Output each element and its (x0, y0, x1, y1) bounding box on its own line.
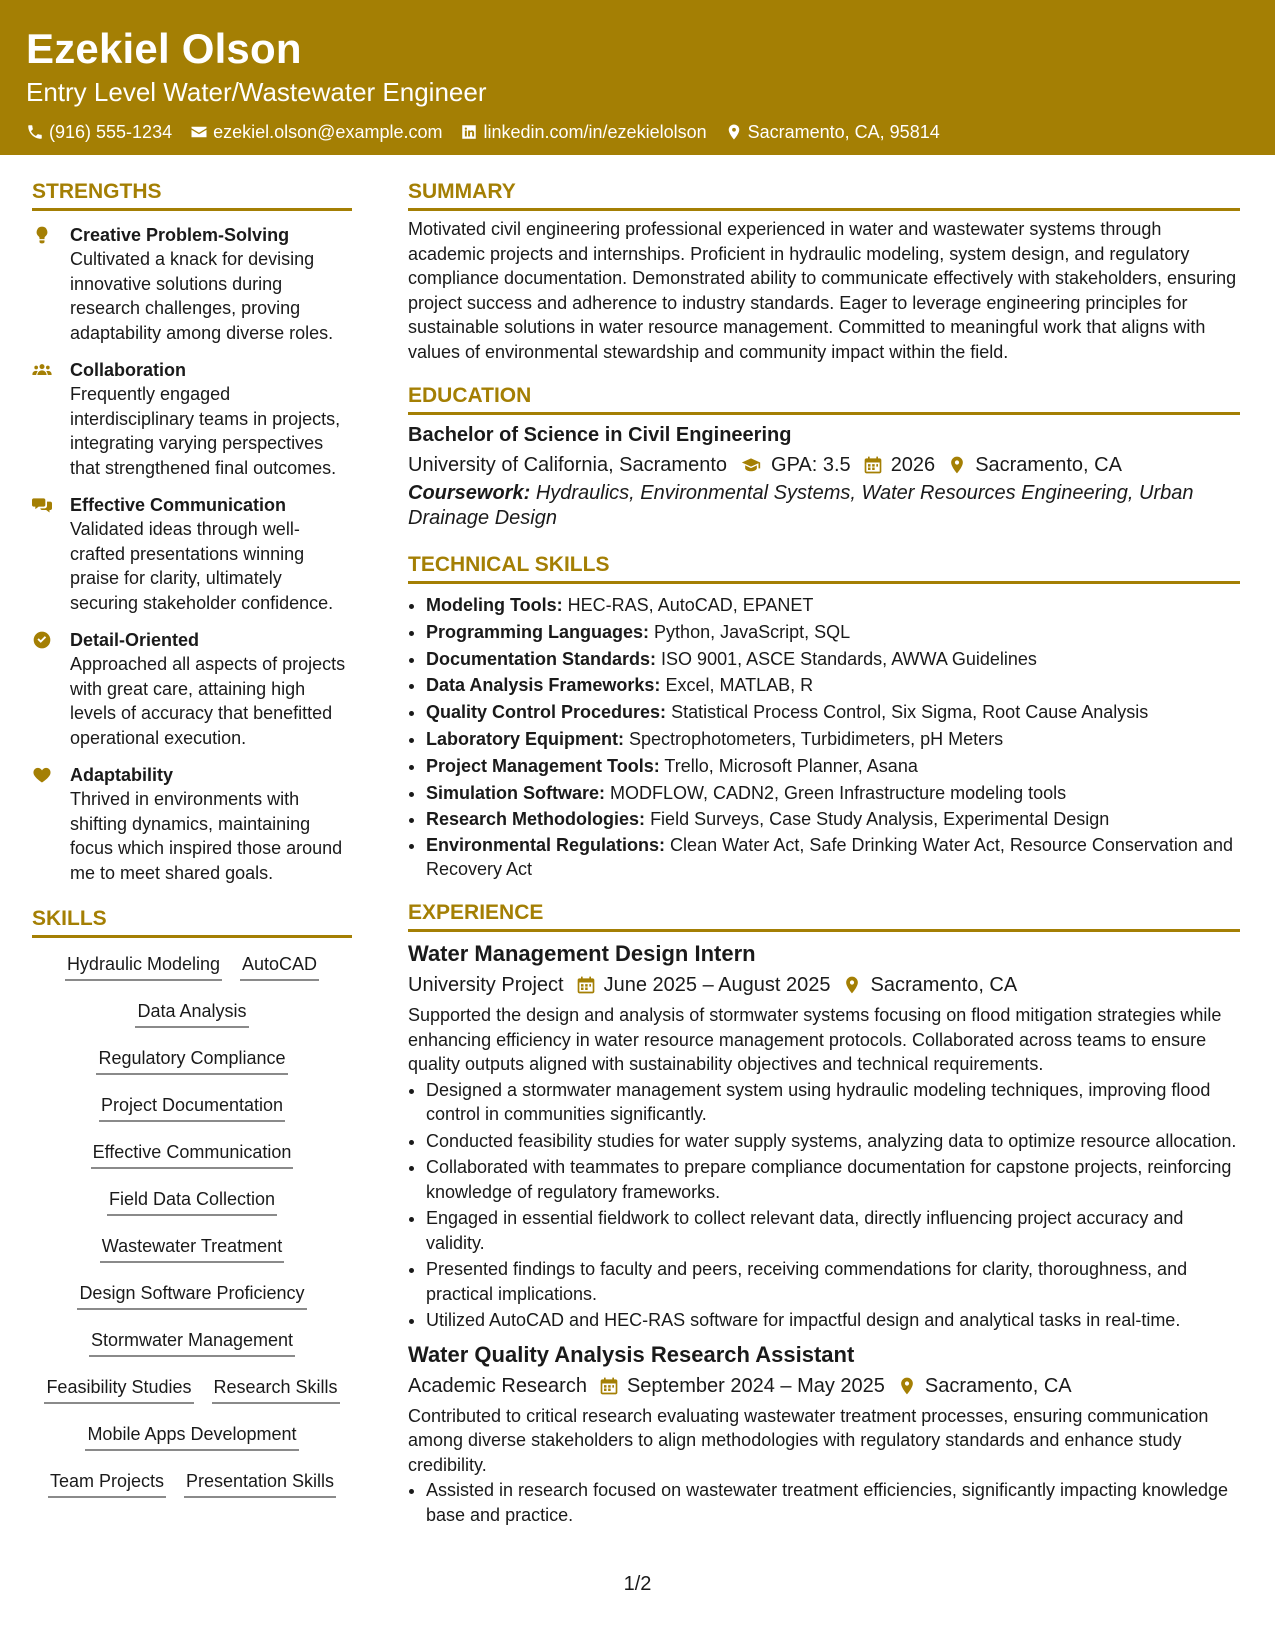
skill-tag: Stormwater Management (89, 1326, 295, 1357)
map-pin-icon (725, 123, 743, 141)
coursework-text: Hydraulics, Environmental Systems, Water Resources Engineering, Urban Drainage Design (408, 482, 1194, 529)
job-bullet: • Assisted in research focused on wastewater treatment efficiencies, significantly impacting knowledge base and practice. (426, 1478, 1240, 1527)
left-column (32, 178, 352, 1514)
skill-tag: Data Analysis (135, 997, 248, 1028)
strength-description: Thrived in environments with shifting dynamics, maintaining focus which inspired those around me to meet shared goals. (70, 789, 343, 883)
strengths-heading: STRENGTHS (32, 178, 352, 211)
skill-tag: AutoCAD (240, 950, 319, 981)
job-dates: June 2025 – August 2025 (603, 974, 831, 997)
phone-text: (916) 555-1234 (49, 122, 173, 142)
job-title: Water Management Design Intern (408, 941, 756, 967)
tech-skill-value: Field Surveys, Case Study Analysis, Experimental Design (650, 809, 1110, 830)
contact-bar (26, 120, 1249, 144)
strength-title: Creative Problem-Solving (70, 225, 290, 245)
tech-skill-value: Python, JavaScript, SQL (654, 621, 851, 642)
tech-skill-item (426, 726, 1240, 753)
skill-tag: Wastewater Treatment (100, 1232, 284, 1263)
strength-item (32, 493, 352, 615)
calendar-icon (863, 455, 883, 475)
tech-skill-value: Trello, Microsoft Planner, Asana (664, 755, 918, 776)
phone-icon (26, 123, 44, 141)
strength-description: Frequently engaged interdisciplinary teams in projects, integrating varying perspectives that strengthened final outcomes. (70, 384, 341, 478)
right-column (408, 178, 1240, 1529)
job-title: Water Quality Analysis Research Assistant (408, 1341, 855, 1367)
tech-skill-label: Environmental Regulations: (426, 835, 666, 856)
tech-skill-value: MODFLOW, CADN2, Green Infrastructure modeling tools (610, 782, 1067, 803)
strength-description: Approached all aspects of projects with great care, attaining high levels of accuracy that benefitted operational execution. (70, 654, 346, 748)
tech-skill-item (426, 833, 1240, 881)
contact-location (725, 120, 940, 144)
school-name: University of California, Sacramento (408, 454, 728, 476)
location-text: Sacramento, CA, 95814 (747, 122, 940, 142)
skill-tag: Project Documentation (99, 1091, 285, 1122)
skill-tag: Hydraulic Modeling (65, 950, 222, 981)
tech-skill-item (426, 780, 1240, 807)
strengths-section (32, 178, 352, 885)
tech-skill-label: Laboratory Equipment: (426, 728, 625, 749)
job-location: Sacramento, CA (870, 974, 1018, 997)
calendar-icon (599, 1376, 619, 1396)
lightbulb-icon (32, 225, 52, 245)
graduation-cap-icon (739, 455, 763, 475)
tech-skill-label: Modeling Tools: (426, 595, 563, 615)
degree-title: Bachelor of Science in Civil Engineering (408, 424, 792, 446)
resume-header (0, 0, 1275, 155)
summary-text: Motivated civil engineering professional experienced in water and wastewater systems through academic projects and internships. Proficient in hydraulic modeling, system design, and regulatory compliance documentation. Demonstrated ability to communicate effectively with stakeholders, ensuring project success and adherence to industry standards. Eager to leverage engineering principles for sustainable solutions in water resource management. Committed to meaningful work that aligns with values of environmental stewardship and community impact within the field. (408, 219, 1237, 362)
job-description: Contributed to critical research evaluating wastewater treatment processes, ensuring communication among diverse stakeholders to align methodologies with regulatory standards and enhance study credibility. (408, 1405, 1209, 1475)
tech-skill-item (426, 753, 1240, 780)
tech-skill-label: Project Management Tools: (426, 755, 660, 776)
tech-skill-value: Excel, MATLAB, R (665, 675, 814, 696)
tech-skill-label: Documentation Standards: (426, 648, 657, 669)
tech-skill-item (426, 646, 1240, 673)
strength-title: Effective Communication (70, 495, 287, 515)
strength-item (32, 628, 352, 750)
strength-item (32, 223, 352, 345)
job-org: Academic Research (408, 1374, 587, 1397)
technical-skills-heading: TECHNICAL SKILLS (408, 551, 1240, 584)
education-section (408, 382, 1240, 531)
tech-skill-item (426, 592, 1240, 619)
tech-skill-value: ISO 9001, ASCE Standards, AWWA Guidelines (661, 648, 1037, 669)
heart-icon (32, 765, 52, 785)
job-org: University Project (408, 974, 564, 997)
contact-linkedin[interactable] (460, 120, 706, 144)
contact-email[interactable] (190, 120, 442, 144)
job-meta (408, 1372, 1240, 1400)
job-bullet: • Collaborated with teammates to prepare compliance documentation for capstone projects, reinforcing knowledge of regulatory frameworks. (426, 1155, 1240, 1204)
job-bullet: • Engaged in essential fieldwork to collect relevant data, directly influencing project accuracy and validity. (426, 1206, 1240, 1255)
strength-title: Collaboration (70, 360, 186, 380)
map-pin-icon (947, 455, 967, 475)
map-pin-icon (842, 975, 862, 995)
linkedin-text: linkedin.com/in/ezekielolson (483, 122, 707, 142)
summary-section (408, 178, 1240, 364)
skill-tag: Team Projects (48, 1467, 166, 1498)
tech-skill-label: Research Methodologies: (426, 809, 646, 830)
job-description: Supported the design and analysis of stormwater systems focusing on flood mitigation strategies while enhancing efficiency in water resource management protocols. Collaborated across teams to ensure quality outputs aligned with sustainability objectives and technical requirements. (408, 1005, 1222, 1075)
job-meta (408, 971, 1240, 999)
skills-heading: SKILLS (32, 905, 352, 938)
tech-skill-item (426, 672, 1240, 699)
graduation-year: 2026 (890, 454, 936, 476)
tech-skill-value: HEC-RAS, AutoCAD, EPANET (567, 595, 814, 615)
email-text: ezekiel.olson@example.com (213, 122, 443, 142)
skill-tag: Research Skills (212, 1373, 340, 1404)
strength-item (32, 358, 352, 480)
strength-item (32, 763, 352, 885)
tech-skill-value: Statistical Process Control, Six Sigma, Root Cause Analysis (671, 702, 1149, 723)
technical-skills-section (408, 551, 1240, 881)
gpa-text: GPA: 3.5 (771, 454, 851, 476)
skill-tag: Feasibility Studies (44, 1373, 193, 1404)
job-bullet: • Utilized AutoCAD and HEC-RAS software for impactful design and analytical tasks in real-time. (426, 1308, 1240, 1333)
job-bullet: • Presented findings to faculty and peers, receiving commendations for clarity, thoroughness, and practical implications. (426, 1257, 1240, 1306)
strength-description: Cultivated a knack for devising innovative solutions during research challenges, proving adaptability among diverse roles. (70, 249, 334, 343)
calendar-icon (576, 975, 596, 995)
skill-tag: Regulatory Compliance (96, 1044, 287, 1075)
tech-skill-label: Quality Control Procedures: (426, 702, 667, 723)
strength-description: Validated ideas through well-crafted presentations winning praise for clarity, ultimately securing stakeholder confidence. (70, 519, 334, 613)
candidate-name: Ezekiel Olson (26, 25, 302, 72)
skills-section (32, 905, 352, 1514)
strength-title: Adaptability (70, 765, 174, 785)
job-entry (408, 1341, 1240, 1528)
skill-tag: Design Software Proficiency (77, 1279, 306, 1310)
education-heading: EDUCATION (408, 382, 1240, 415)
tech-skill-value: Spectrophotometers, Turbidimeters, pH Meters (629, 728, 1004, 749)
tech-skill-label: Data Analysis Frameworks: (426, 675, 661, 696)
job-entry (408, 940, 1240, 1333)
linkedin-icon (460, 123, 478, 141)
experience-section (408, 899, 1240, 1527)
coursework-label: Coursework: (408, 482, 531, 504)
job-bullet: • Designed a stormwater management system using hydraulic modeling techniques, improving flood control in communities significantly. (426, 1078, 1240, 1127)
experience-heading: EXPERIENCE (408, 899, 1240, 932)
comments-icon (32, 495, 52, 515)
candidate-role: Entry Level Water/Wastewater Engineer (26, 77, 487, 107)
check-circle-icon (32, 630, 52, 650)
tech-skill-label: Simulation Software: (426, 782, 606, 803)
skill-tag: Presentation Skills (184, 1467, 336, 1498)
job-location: Sacramento, CA (924, 1374, 1072, 1397)
skill-tag: Effective Communication (91, 1138, 294, 1169)
coursework (408, 481, 1240, 531)
tech-skill-item (426, 806, 1240, 833)
contact-phone[interactable] (26, 120, 172, 144)
skill-tag: Mobile Apps Development (85, 1420, 298, 1451)
tech-skill-value: Clean Water Act, Safe Drinking Water Act, Resource Conservation and Recovery Act (426, 835, 1233, 880)
tech-skill-label: Programming Languages: (426, 621, 650, 642)
users-icon (32, 360, 52, 380)
education-meta (408, 451, 1240, 479)
job-dates: September 2024 – May 2025 (626, 1374, 885, 1397)
strength-title: Detail-Oriented (70, 630, 200, 650)
envelope-icon (190, 123, 208, 141)
skill-tag: Field Data Collection (107, 1185, 277, 1216)
page-number: 1/2 (623, 1573, 652, 1595)
summary-heading: SUMMARY (408, 178, 1240, 211)
tech-skill-item (426, 699, 1240, 726)
education-location: Sacramento, CA (975, 454, 1122, 476)
tech-skill-item (426, 619, 1240, 646)
map-pin-icon (897, 1376, 917, 1396)
job-bullet: • Conducted feasibility studies for water supply systems, analyzing data to optimize resource allocation. (426, 1129, 1240, 1154)
